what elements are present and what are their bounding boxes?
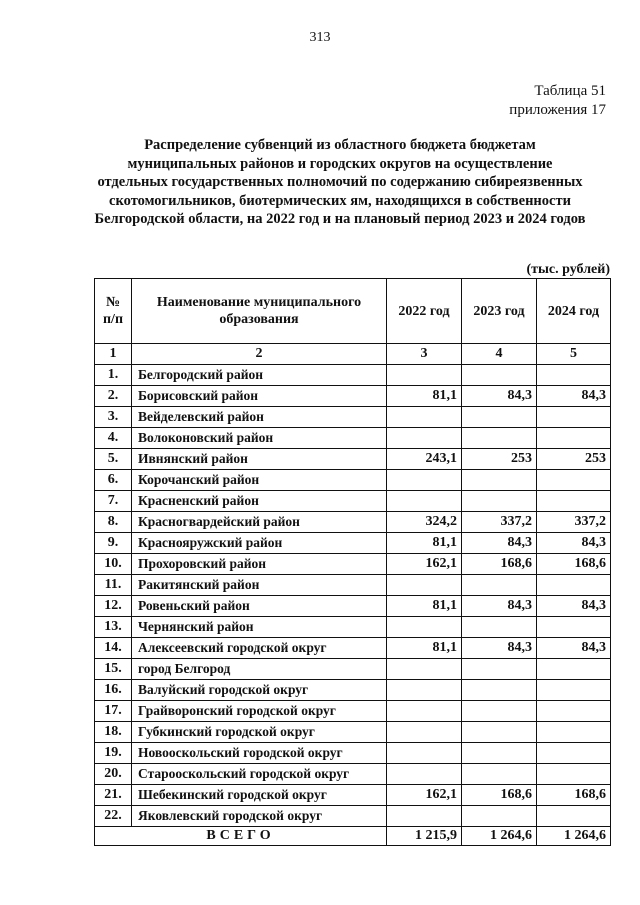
value-2023 xyxy=(462,617,537,638)
row-number: 19. xyxy=(95,743,132,764)
value-2022: 81,1 xyxy=(387,533,462,554)
row-number: 1. xyxy=(95,365,132,386)
municipality-name: Краснояружский район xyxy=(132,533,387,554)
table-row xyxy=(95,680,611,701)
row-number: 10. xyxy=(95,554,132,575)
value-2022 xyxy=(387,617,462,638)
value-2023 xyxy=(462,365,537,386)
municipality-name: Красненский район xyxy=(132,491,387,512)
column-index: 5 xyxy=(537,344,611,365)
header-2023: 2023 год xyxy=(462,279,537,344)
row-number: 15. xyxy=(95,659,132,680)
header-number: № п/п xyxy=(95,279,132,344)
value-2022 xyxy=(387,491,462,512)
row-number: 13. xyxy=(95,617,132,638)
value-2022: 81,1 xyxy=(387,596,462,617)
title-line: Белгородской области, на 2022 год и на плановый период 2023 и 2024 годов xyxy=(94,211,586,227)
municipality-name: Ивнянский район xyxy=(132,449,387,470)
value-2022 xyxy=(387,743,462,764)
row-number: 18. xyxy=(95,722,132,743)
value-2022 xyxy=(387,701,462,722)
value-2022 xyxy=(387,764,462,785)
row-number: 9. xyxy=(95,533,132,554)
row-number: 11. xyxy=(95,575,132,596)
appendix-number: приложения 17 xyxy=(509,102,606,118)
municipality-name: город Белгород xyxy=(132,659,387,680)
value-2024 xyxy=(537,617,611,638)
value-2022 xyxy=(387,365,462,386)
table-row xyxy=(95,722,611,743)
total-label: ВСЕГО xyxy=(95,827,387,846)
header-row xyxy=(95,279,611,344)
total-2024: 1 264,6 xyxy=(537,827,611,846)
table-row xyxy=(95,575,611,596)
table-row xyxy=(95,617,611,638)
value-2024 xyxy=(537,764,611,785)
table-row xyxy=(95,638,611,659)
table-row xyxy=(95,449,611,470)
value-2023: 84,3 xyxy=(462,638,537,659)
row-number: 6. xyxy=(95,470,132,491)
value-2022 xyxy=(387,806,462,827)
value-2022 xyxy=(387,428,462,449)
municipality-name: Вейделевский район xyxy=(132,407,387,428)
municipality-name: Новооскольский городской округ xyxy=(132,743,387,764)
row-number: 21. xyxy=(95,785,132,806)
municipality-name: Белгородский район xyxy=(132,365,387,386)
value-2024 xyxy=(537,575,611,596)
value-2023 xyxy=(462,722,537,743)
municipality-name: Алексеевский городской округ xyxy=(132,638,387,659)
value-2023 xyxy=(462,575,537,596)
value-2022: 81,1 xyxy=(387,386,462,407)
value-2024: 84,3 xyxy=(537,386,611,407)
municipality-name: Губкинский городской округ xyxy=(132,722,387,743)
value-2023 xyxy=(462,680,537,701)
table-row xyxy=(95,785,611,806)
value-2024 xyxy=(537,491,611,512)
value-2023 xyxy=(462,806,537,827)
subsidy-table xyxy=(94,278,611,846)
units-label: (тыс. рублей) xyxy=(526,262,610,277)
row-number: 4. xyxy=(95,428,132,449)
table-row xyxy=(95,596,611,617)
value-2022 xyxy=(387,659,462,680)
table-body xyxy=(95,365,611,827)
table-row xyxy=(95,386,611,407)
value-2022 xyxy=(387,407,462,428)
table-row xyxy=(95,365,611,386)
value-2023: 84,3 xyxy=(462,596,537,617)
value-2022 xyxy=(387,722,462,743)
table-row xyxy=(95,428,611,449)
value-2024 xyxy=(537,806,611,827)
value-2022: 162,1 xyxy=(387,554,462,575)
value-2023 xyxy=(462,659,537,680)
value-2023: 84,3 xyxy=(462,386,537,407)
row-number: 20. xyxy=(95,764,132,785)
municipality-name: Шебекинский городской округ xyxy=(132,785,387,806)
value-2023 xyxy=(462,407,537,428)
table-number: Таблица 51 xyxy=(534,83,606,99)
value-2023 xyxy=(462,470,537,491)
table-reference xyxy=(509,82,606,120)
row-number: 22. xyxy=(95,806,132,827)
table-row xyxy=(95,554,611,575)
row-number: 3. xyxy=(95,407,132,428)
value-2023: 168,6 xyxy=(462,554,537,575)
row-number: 12. xyxy=(95,596,132,617)
value-2023 xyxy=(462,701,537,722)
value-2024 xyxy=(537,680,611,701)
value-2023 xyxy=(462,764,537,785)
table-row xyxy=(95,764,611,785)
value-2022 xyxy=(387,470,462,491)
row-number: 7. xyxy=(95,491,132,512)
municipality-name: Валуйский городской округ xyxy=(132,680,387,701)
value-2023: 337,2 xyxy=(462,512,537,533)
title-line: отдельных государственных полномочий по содержанию сибиреязвенных xyxy=(97,174,583,190)
title-line: муниципальных районов и городских округов на осуществление xyxy=(127,155,553,172)
value-2024: 84,3 xyxy=(537,596,611,617)
municipality-name: Волоконовский район xyxy=(132,428,387,449)
column-index: 4 xyxy=(462,344,537,365)
value-2024 xyxy=(537,428,611,449)
value-2024 xyxy=(537,407,611,428)
municipality-name: Корочанский район xyxy=(132,470,387,491)
value-2024: 337,2 xyxy=(537,512,611,533)
total-row xyxy=(95,827,611,846)
value-2023 xyxy=(462,491,537,512)
value-2024 xyxy=(537,722,611,743)
value-2024: 168,6 xyxy=(537,554,611,575)
header-name: Наименование муниципального образования xyxy=(132,279,387,344)
row-number: 14. xyxy=(95,638,132,659)
table-row xyxy=(95,470,611,491)
value-2024: 168,6 xyxy=(537,785,611,806)
value-2022: 162,1 xyxy=(387,785,462,806)
value-2024: 253 xyxy=(537,449,611,470)
table-row xyxy=(95,701,611,722)
row-number: 5. xyxy=(95,449,132,470)
total-2022: 1 215,9 xyxy=(387,827,462,846)
municipality-name: Борисовский район xyxy=(132,386,387,407)
title-line: скотомогильников, биотермических ям, находящихся в собственности xyxy=(109,192,571,209)
column-index: 1 xyxy=(95,344,132,365)
municipality-name: Ракитянский район xyxy=(132,575,387,596)
table-row xyxy=(95,512,611,533)
municipality-name: Старооскольский городской округ xyxy=(132,764,387,785)
table-row xyxy=(95,407,611,428)
value-2023: 253 xyxy=(462,449,537,470)
document-title xyxy=(60,136,620,229)
value-2024 xyxy=(537,365,611,386)
value-2022 xyxy=(387,680,462,701)
value-2024 xyxy=(537,470,611,491)
table-row xyxy=(95,533,611,554)
value-2022: 81,1 xyxy=(387,638,462,659)
value-2023: 168,6 xyxy=(462,785,537,806)
table-row xyxy=(95,659,611,680)
table-row xyxy=(95,806,611,827)
table-row xyxy=(95,743,611,764)
table-row xyxy=(95,491,611,512)
value-2024 xyxy=(537,743,611,764)
row-number: 16. xyxy=(95,680,132,701)
value-2024: 84,3 xyxy=(537,533,611,554)
value-2024: 84,3 xyxy=(537,638,611,659)
page-number: 313 xyxy=(309,30,331,45)
value-2023: 84,3 xyxy=(462,533,537,554)
municipality-name: Красногвардейский район xyxy=(132,512,387,533)
title-line: Распределение субвенций из областного бюджета бюджетам xyxy=(144,137,536,153)
municipality-name: Ровеньский район xyxy=(132,596,387,617)
header-2022: 2022 год xyxy=(387,279,462,344)
row-number: 2. xyxy=(95,386,132,407)
value-2023 xyxy=(462,428,537,449)
value-2023 xyxy=(462,743,537,764)
value-2022 xyxy=(387,575,462,596)
municipality-name: Чернянский район xyxy=(132,617,387,638)
column-index-row xyxy=(95,344,611,365)
value-2022: 243,1 xyxy=(387,449,462,470)
row-number: 17. xyxy=(95,701,132,722)
value-2024 xyxy=(537,659,611,680)
municipality-name: Грайворонский городской округ xyxy=(132,701,387,722)
column-index: 2 xyxy=(132,344,387,365)
total-2023: 1 264,6 xyxy=(462,827,537,846)
value-2024 xyxy=(537,701,611,722)
value-2022: 324,2 xyxy=(387,512,462,533)
header-2024: 2024 год xyxy=(537,279,611,344)
municipality-name: Яковлевский городской округ xyxy=(132,806,387,827)
municipality-name: Прохоровский район xyxy=(132,554,387,575)
column-index: 3 xyxy=(387,344,462,365)
row-number: 8. xyxy=(95,512,132,533)
